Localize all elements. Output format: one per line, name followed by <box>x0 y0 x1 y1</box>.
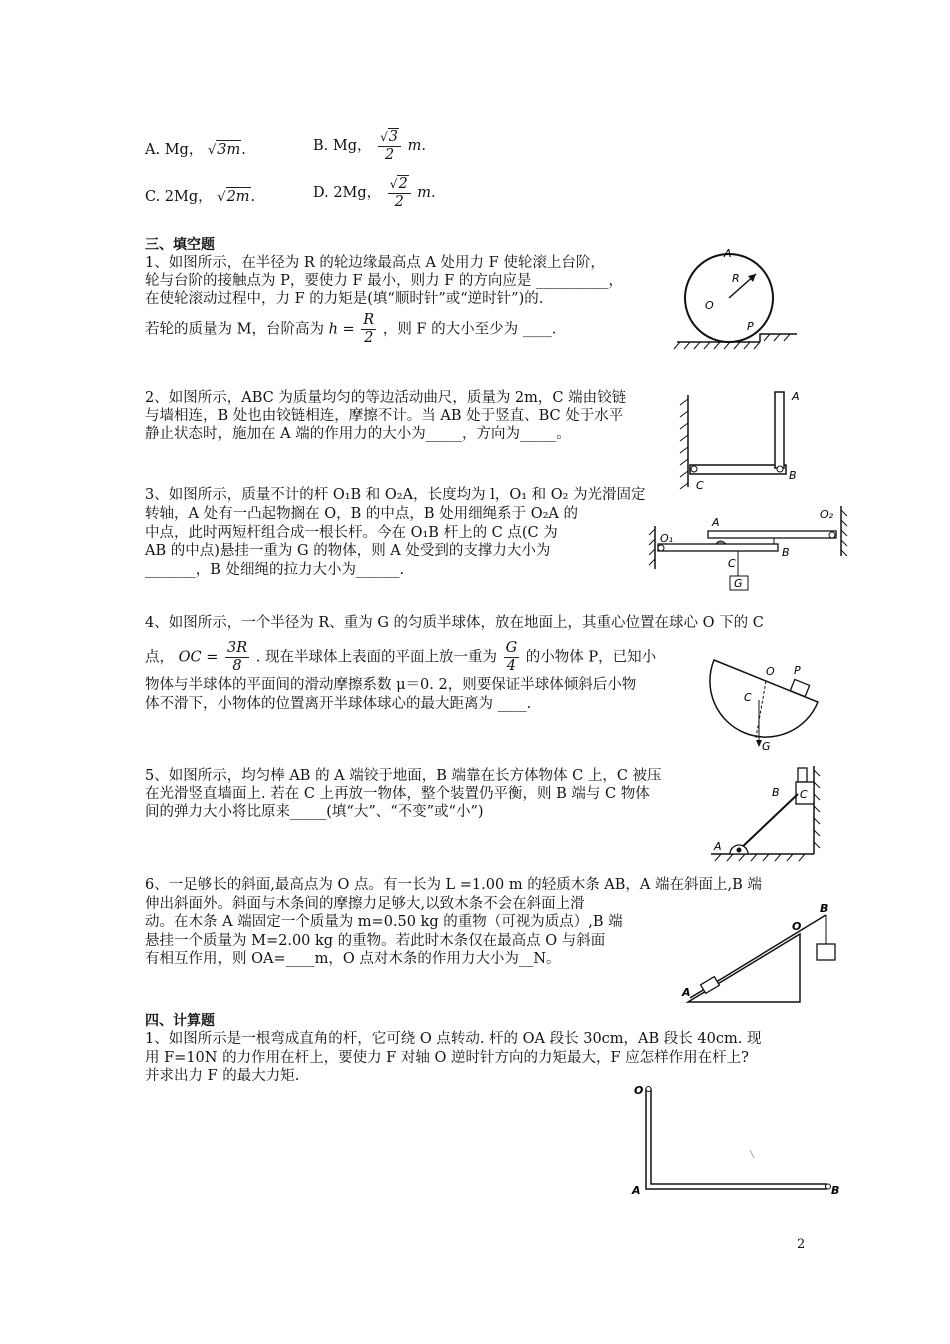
q5-label-c: C <box>800 788 808 801</box>
page-number: 2 <box>797 1237 806 1252</box>
q5-label-b: B <box>772 786 780 799</box>
fraction: $\frac{√2}{2}$ <box>388 175 411 211</box>
q2-ruler-figure <box>676 387 806 492</box>
q6-label-a: A <box>682 986 691 999</box>
option-d: D. 2Mg， $\frac{√2}{2}$ m. <box>313 176 436 210</box>
q1-line4: 若轮的质量为 M，台阶高为 h = $\frac{R}{2}$ ，则 F 的大小至少为 ____. <box>145 312 557 346</box>
q4-label-g: G <box>762 740 771 753</box>
section-title-calculation: 四、计算题 <box>145 1013 215 1029</box>
section-title-fill-in: 三、填空题 <box>145 237 215 253</box>
q1-line1: 1、如图所示，在半径为 R 的轮边缘最高点 A 处用力 F 使轮滚上台阶， <box>145 255 605 271</box>
option-b: B. Mg， $\frac{√3}{2}$ m. <box>313 129 426 163</box>
q4-line2: 点， OC = $\frac{3R}{8}$ . 现在半球体上表面的平面上放一重为 $\frac{G}{4}$ 的小物体 P，已知小 <box>145 640 657 674</box>
q6-line5: 有相互作用，则 OA=____m，O 点对木条的作用力大小为__N。 <box>145 951 561 967</box>
q1-line2: 轮与台阶的接触点为 P，要使力 F 最小，则力 F 的方向应是 __________， <box>145 273 624 289</box>
q1-label-o: O <box>705 299 714 312</box>
c1-label-b: B <box>831 1184 840 1197</box>
q4-line4: 体不滑下，小物体的位置离开半球体球心的最大距离为 ____. <box>145 696 532 712</box>
q2-label-c: C <box>696 479 704 492</box>
q5-line2: 在光滑竖直墙面上. 若在 C 上再放一物体，整个装置仍平衡，则 B 端与 C 物体 <box>145 786 650 802</box>
q2-line1: 2、如图所示，ABC 为质量均匀的等边活动曲尺，质量为 2m，C 端由铰链 <box>145 390 627 406</box>
option-a: A. Mg， √3m. <box>145 142 246 158</box>
fraction: $\frac{3R}{8}$ <box>226 640 248 674</box>
q3-label-c: C <box>728 557 736 570</box>
q4-label-o: O <box>766 665 775 678</box>
q1-wheel-figure <box>672 242 802 354</box>
q4-hemisphere-figure <box>712 650 822 755</box>
q2-line2: 与墙相连，B 处也由铰链相连，摩擦不计。当 AB 处于竖直、BC 处于水平 <box>145 408 624 424</box>
q3-line4: AB 的中点)悬挂一重为 G 的物体，则 A 处受到的支撑力大小为 <box>145 543 551 559</box>
q6-line1: 6、一足够长的斜面,最高点为 O 点。有一长为 L =1.00 m 的轻质木条 AB，A 端在斜面上,B 端 <box>145 877 762 893</box>
q3-label-b: B <box>782 546 790 559</box>
q3-label-o2: O₂ <box>820 508 834 521</box>
q4-label-p: P <box>794 664 801 677</box>
q3-label-a: A <box>712 516 720 529</box>
c1-line2: 用 F=10N 的力作用在杆上，要使力 F 对轴 O 逆时针方向的力矩最大，F 应怎样作用在杆上? <box>145 1050 749 1066</box>
q6-line2: 伸出斜面外。斜面与木条间的摩擦力足够大,以致木条不会在斜面上滑 <box>145 896 585 912</box>
q3-line1: 3、如图所示，质量不计的杆 O₁B 和 O₂A，长度均为 l，O₁ 和 O₂ 为光滑固定 <box>145 487 646 503</box>
option-c: C. 2Mg， √2m. <box>145 189 256 205</box>
q3-line3: 中点，此时两短杆组合成一根长杆。今在 O₁B 杆上的 C 点(C 为 <box>145 525 558 541</box>
c1-line3: 并求出力 F 的最大力矩. <box>145 1068 300 1084</box>
q2-label-b: B <box>789 469 797 482</box>
q6-line3: 动。在木条 A 端固定一个质量为 m=0.50 kg 的重物（可视为质点）,B 端 <box>145 914 623 930</box>
q1-line3: 在使轮滚动过程中，力 F 的力矩是(填“顺时针”或“逆时针”)的. <box>145 291 544 307</box>
q2-line3: 静止状态时，施加在 A 端的作用力的大小为_____，方向为_____。 <box>145 426 571 442</box>
q3-rods-figure <box>646 504 856 604</box>
c1-bent-rod-figure <box>630 1080 845 1200</box>
q5-label-a: A <box>714 840 722 853</box>
q3-label-o1: O₁ <box>660 532 674 545</box>
q4-line3: 物体与半球体的平面间的滑动摩擦系数 μ＝0. 2，则要保证半球体倾斜后小物 <box>145 677 637 693</box>
q6-label-b: B <box>820 902 829 915</box>
q4-label-c: C <box>744 691 752 704</box>
q3-line2: 转轴，A 处有一凸起物搁在 O，B 的中点，B 处用细绳系于 O₂A 的 <box>145 506 578 522</box>
q2-label-a: A <box>792 390 800 403</box>
q4-line1: 4、如图所示，一个半径为 R、重为 G 的匀质半球体，放在地面上，其重心位置在球心 O 下的 C <box>145 615 764 631</box>
sqrt-value: 3m <box>217 142 241 158</box>
q1-label-r: R <box>732 272 740 285</box>
q5-line1: 5、如图所示，均匀棒 AB 的 A 端铰于地面，B 端靠在长方体物体 C 上，C 被压 <box>145 768 662 784</box>
q3-label-g: G <box>734 577 743 590</box>
q1-label-a: A <box>724 247 732 260</box>
q1-label-p: P <box>747 320 754 333</box>
q6-label-o: O <box>792 920 802 933</box>
c1-line1: 1、如图所示是一根弯成直角的杆，它可绕 O 点转动. 杆的 OA 段长 30cm，AB 段长 40cm. 现 <box>145 1031 762 1047</box>
q5-rod-figure <box>706 764 826 864</box>
q6-line4: 悬挂一个质量为 M=2.00 kg 的重物。若此时木条仅在最高点 O 与斜面 <box>145 933 606 949</box>
fraction: $\frac{√3}{2}$ <box>378 128 401 164</box>
fraction: $\frac{R}{2}$ <box>363 312 375 346</box>
c1-label-o: O <box>634 1084 644 1097</box>
fraction: $\frac{G}{4}$ <box>505 640 518 674</box>
q6-incline-figure <box>680 902 845 1007</box>
q3-line5: _______，B 处细绳的拉力大小为______. <box>145 562 405 578</box>
c1-label-a: A <box>632 1184 641 1197</box>
q5-line3: 间的弹力大小将比原来_____(填“大”、“不变”或“小”) <box>145 804 484 820</box>
